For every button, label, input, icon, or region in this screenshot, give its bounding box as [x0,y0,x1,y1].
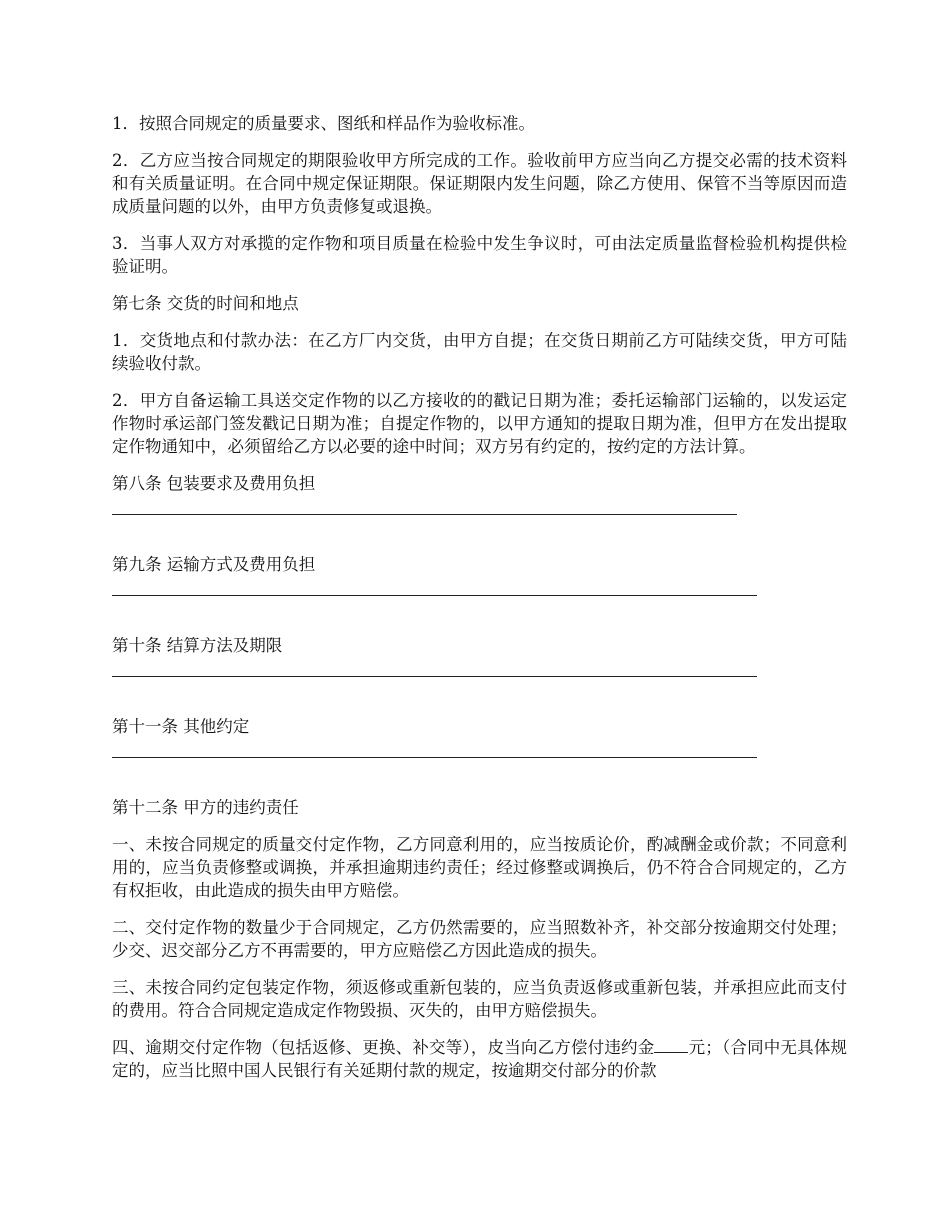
clause-text: 元；（合同中无具体规定的，应当比照中国人民银行有关延期付款的规定，按逾期交付部分的价款 [112,1038,848,1080]
clause-paragraph: 3．当事人双方对承揽的定作物和项目质量在检验中发生争议时，可由法定质量监督检验机构提供检验证明。 [112,234,847,276]
clause-paragraph: 1．交货地点和付款办法：在乙方厂内交货，由甲方自提；在交货日期前乙方可陆续交货，甲方可陆续验收付款。 [112,331,847,373]
fill-in-blank-line [112,756,757,758]
clause-paragraph: 2．甲方自备运输工具送交定作物的以乙方接收的的戳记日期为准；委托运输部门运输的，以发运定作物时承运部门签发戳记日期为准；自提定作物的，以甲方通知的提取日期为准，但甲方在发出提取定作物通知中，必须留给乙方以必要的途中时间；双方另有约定的，按约定的方法计算。 [112,391,847,456]
clause-paragraph: 2．乙方应当按合同规定的期限验收甲方所完成的工作。验收前甲方应当向乙方提交必需的技术资料和有关质量证明。在合同中规定保证期限。保证期限内发生问题，除乙方使用、保管不当等原因而造成质量问题的以外，由甲方负责修复或退换。 [112,151,847,216]
article-heading-11: 第十一条 其他约定 [112,717,250,736]
fill-in-blank-line [112,513,737,515]
article-heading-7: 第七条 交货的时间和地点 [112,294,299,313]
article-heading-9: 第九条 运输方式及费用负担 [112,555,316,574]
clause-paragraph: 三、未按合同约定包装定作物，须返修或重新包装的，应当负责返修或重新包装，并承担应此而支付的费用。符合合同规定造成定作物毁损、灭失的，由甲方赔偿损失。 [112,978,847,1020]
clause-paragraph [112,1036,847,1082]
clause-paragraph: 二、交付定作物的数量少于合同规定，乙方仍然需要的，应当照数补齐，补交部分按逾期交付处理；少交、迟交部分乙方不再需要的，甲方应赔偿乙方因此造成的损失。 [112,918,847,960]
fill-in-blank-line [112,594,757,596]
article-heading-12: 第十二条 甲方的违约责任 [112,798,299,817]
article-heading-10: 第十条 结算方法及期限 [112,636,283,655]
fill-in-blank-line [112,675,757,677]
article-heading-8: 第八条 包装要求及费用负担 [112,474,316,493]
clause-text: 四、逾期交付定作物（包括返修、更换、补交等），皮当向乙方偿付违约金 [112,1038,655,1057]
amount-blank [654,1036,688,1053]
clause-paragraph: 一、未按合同规定的质量交付定作物，乙方同意利用的，应当按质论价，酌减酬金或价款；不同意利用的，应当负责修整或调换，并承担逾期违约责任；经过修整或调换后，仍不符合合同规定的，乙方有权拒收，由此造成的损失由甲方赔偿。 [112,835,847,900]
document-body [112,112,847,1096]
clause-paragraph: 1．按照合同规定的质量要求、图纸和样品作为验收标准。 [112,114,535,133]
